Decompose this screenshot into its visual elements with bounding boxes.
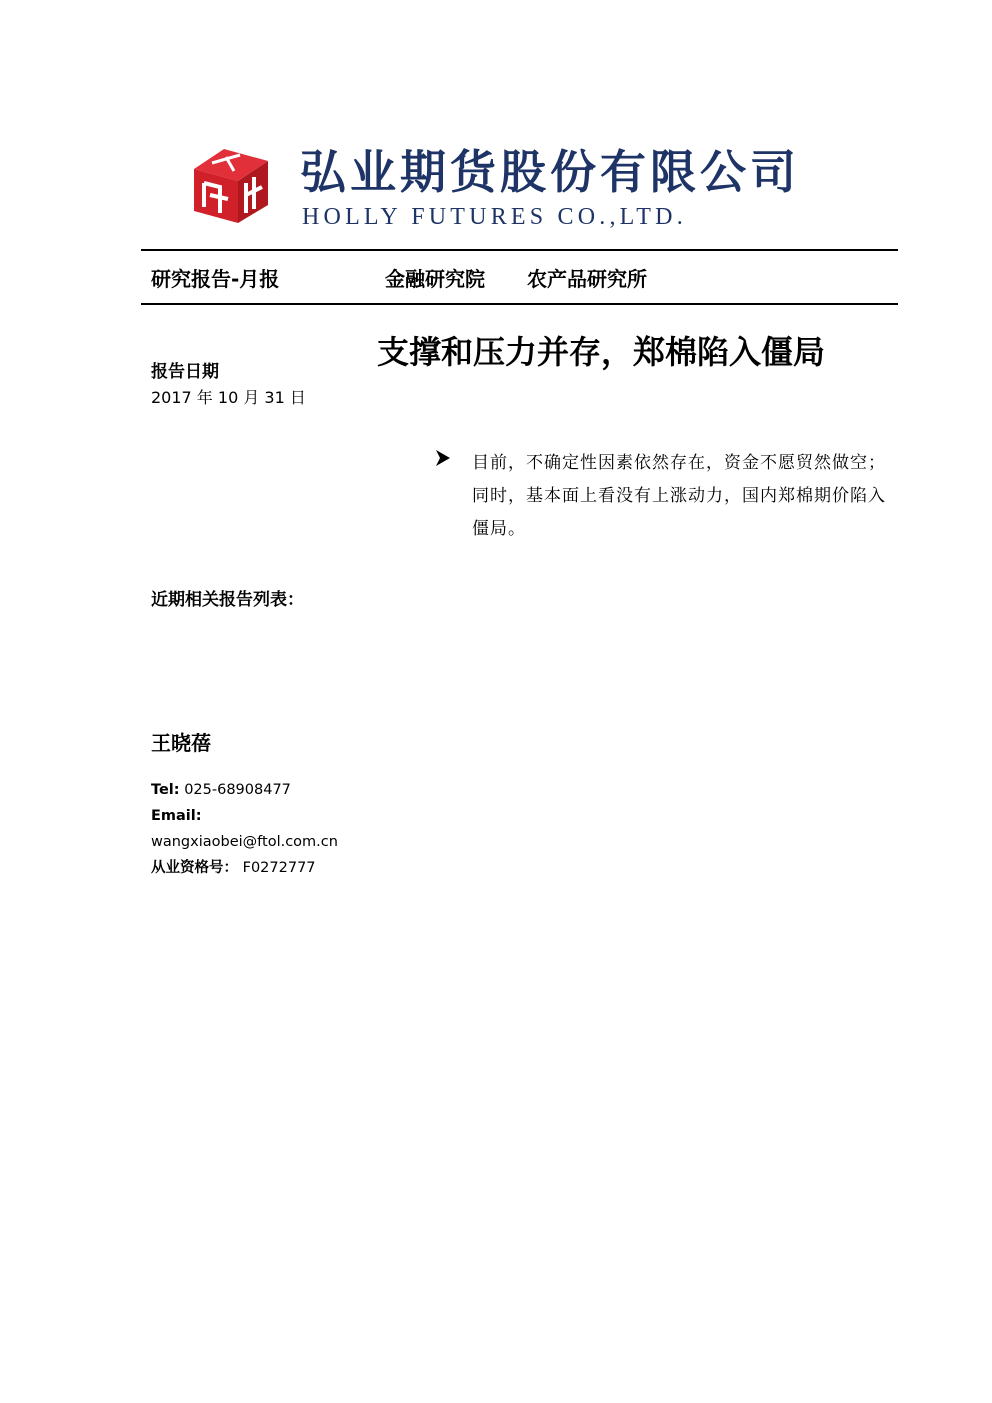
- company-name-cn: 弘业期货股份有限公司: [300, 145, 800, 199]
- summary-text: 目前，不确定性因素依然存在，资金不愿贸然做空；同时，基本面上看没有上涨动力，国内郑棉期价陷入僵局。: [472, 453, 886, 539]
- report-date-label: 报告日期: [151, 362, 219, 382]
- company-name-en: HOLLY FUTURES CO.,LTD.: [302, 204, 687, 230]
- author-tel: [151, 779, 291, 801]
- report-date-value: 2017 年 10 月 31 日: [151, 388, 306, 407]
- department-name: 农产品研究所: [527, 267, 647, 291]
- author-license: [151, 857, 316, 879]
- tel-label: Tel:: [151, 782, 180, 798]
- report-title: 支撑和压力并存，郑棉陷入僵局: [377, 333, 826, 371]
- company-logo-icon: [190, 143, 272, 225]
- related-reports-label: 近期相关报告列表：: [151, 590, 304, 610]
- email-label: Email:: [151, 808, 202, 824]
- license-label: 从业资格号：: [151, 860, 238, 876]
- author-name: 王晓蓓: [151, 731, 211, 755]
- header-bottom-rule: [141, 303, 898, 305]
- header-top-rule: [141, 249, 898, 251]
- report-type: 研究报告-月报: [151, 267, 280, 291]
- arrow-bullet-icon: [436, 450, 450, 466]
- institute-name: 金融研究院: [385, 267, 485, 291]
- author-email[interactable]: wangxiaobei@ftol.com.cn: [151, 834, 338, 850]
- license-value: F0272777: [242, 860, 316, 876]
- author-email-label-row: [151, 805, 202, 827]
- tel-value: 025-68908477: [184, 782, 291, 798]
